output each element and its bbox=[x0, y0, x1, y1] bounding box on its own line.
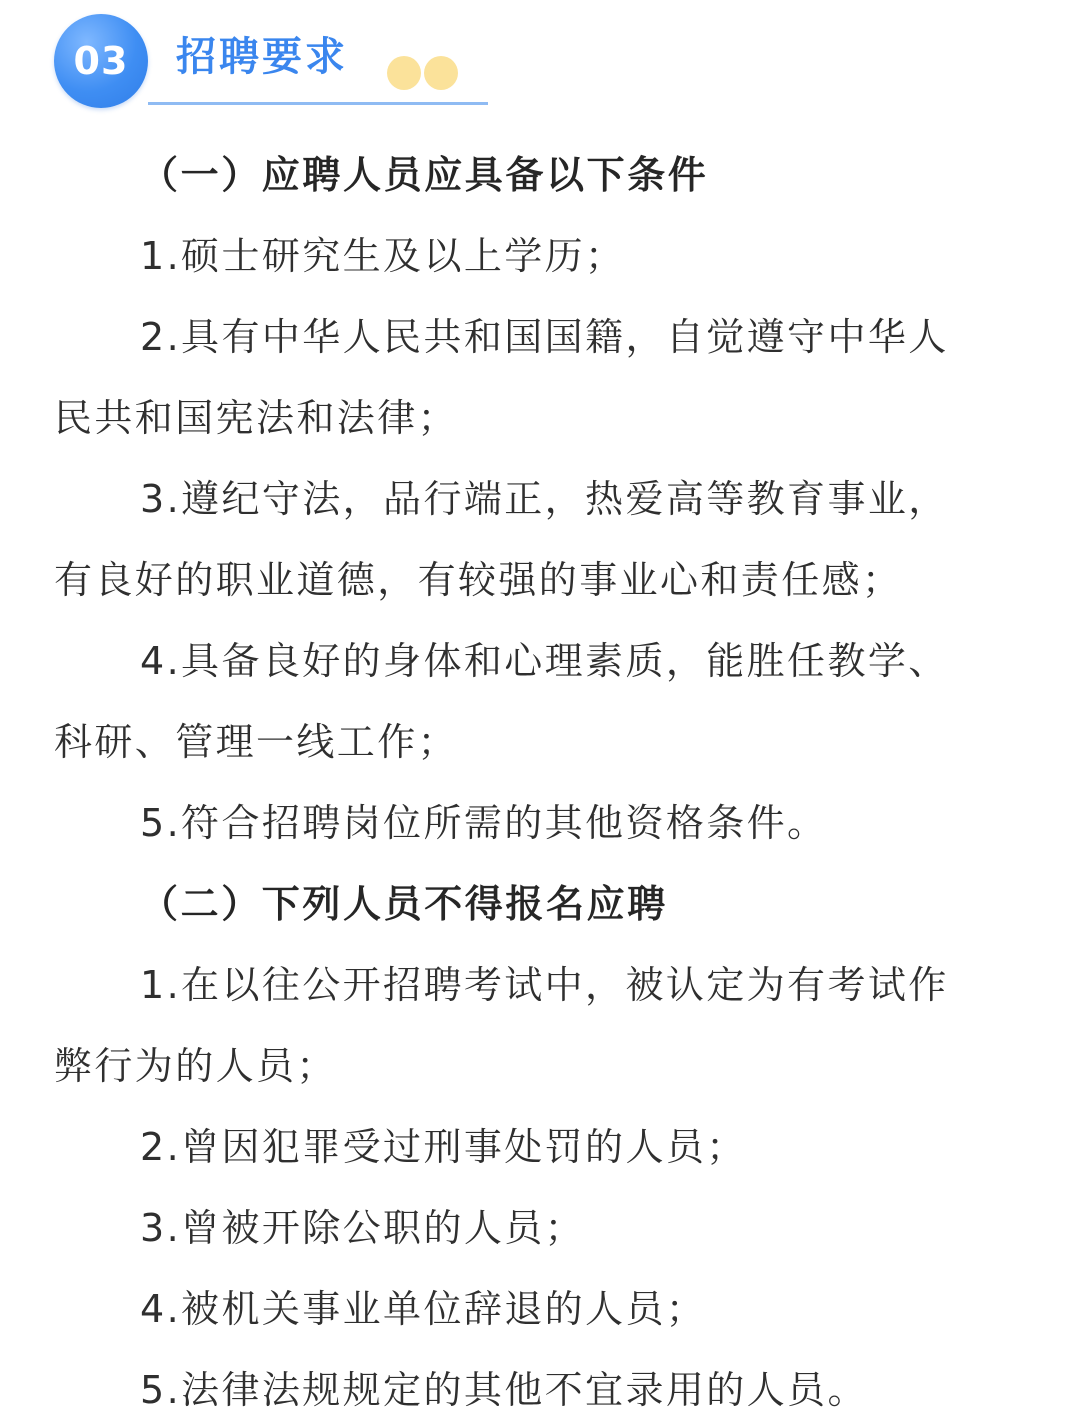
part2-heading: （二）下列人员不得报名应聘 bbox=[140, 882, 668, 926]
part1-item-1-line-1: 1.硕士研究生及以上学历； bbox=[140, 234, 626, 278]
part2-item-3-line-1: 3.曾被开除公职的人员； bbox=[140, 1206, 586, 1250]
part1-item-4-line-2: 科研、管理一线工作； bbox=[54, 720, 459, 764]
part2-item-1-line-1: 1.在以往公开招聘考试中，被认定为有考试作 bbox=[140, 963, 949, 1007]
part1-item-2-line-2: 民共和国宪法和法律； bbox=[54, 396, 459, 440]
part1-item-4-line-1: 4.具备良好的身体和心理素质，能胜任教学、 bbox=[140, 639, 949, 683]
section-number: 03 bbox=[73, 39, 129, 83]
decorative-dot-icon bbox=[387, 56, 421, 90]
part2-item-2-line-1: 2.曾因犯罪受过刑事处罚的人员； bbox=[140, 1125, 747, 1169]
title-underline bbox=[148, 102, 488, 105]
decorative-dot-icon bbox=[424, 56, 458, 90]
part1-item-2-line-1: 2.具有中华人民共和国国籍，自觉遵守中华人 bbox=[140, 315, 949, 359]
part2-item-4-line-1: 4.被机关事业单位辞退的人员； bbox=[140, 1287, 707, 1331]
part1-item-3-line-2: 有良好的职业道德，有较强的事业心和责任感； bbox=[54, 558, 903, 602]
part2-item-5-line-1: 5.法律法规规定的其他不宜录用的人员。 bbox=[140, 1368, 868, 1412]
part1-heading: （一）应聘人员应具备以下条件 bbox=[140, 153, 709, 197]
section-title: 招聘要求 bbox=[176, 34, 348, 80]
part1-item-5-line-1: 5.符合招聘岗位所需的其他资格条件。 bbox=[140, 801, 828, 845]
part1-item-3-line-1: 3.遵纪守法，品行端正，热爱高等教育事业， bbox=[140, 477, 949, 521]
section-header bbox=[54, 14, 494, 110]
part2-item-1-line-2: 弊行为的人员； bbox=[54, 1044, 337, 1088]
